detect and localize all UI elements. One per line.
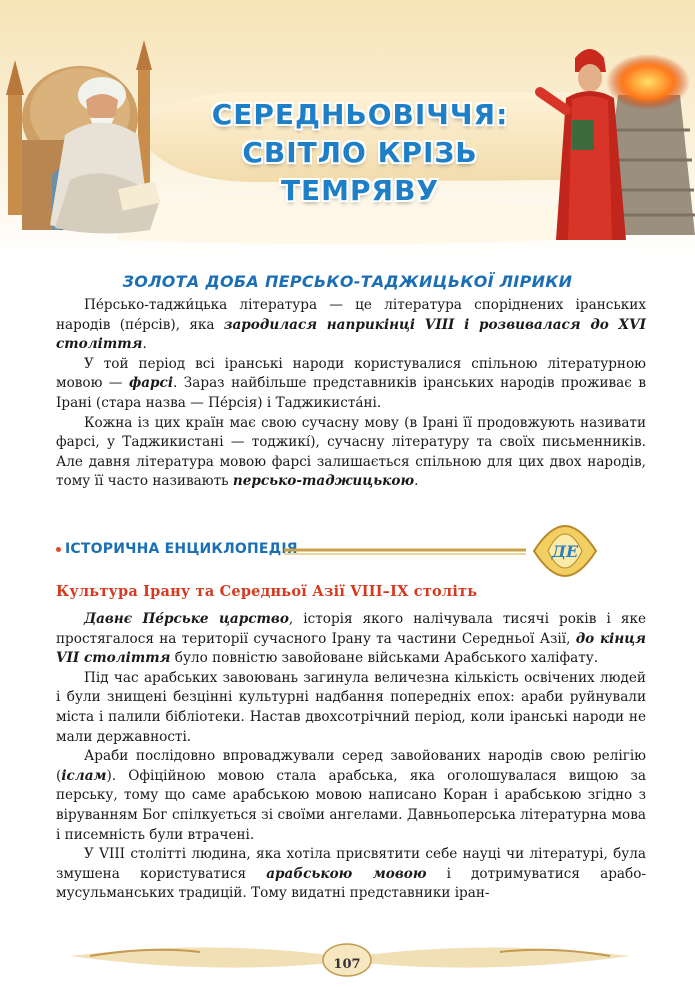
text-run: . [414,473,419,490]
paragraph [56,414,646,492]
paragraph [56,296,646,355]
text-run: і дотримуватися арабо-мусульманських традицій. Тому видатні представники іран- [56,865,647,902]
encyclopedia-bar [56,536,596,564]
emphasis-text: Давнє Пе́рське царство [84,611,289,627]
chapter-title [180,96,540,207]
section1-body [56,296,646,492]
encyclopedia-label-text: ІСТОРИЧНА ЕНЦИКЛОПЕДІЯ [65,541,298,557]
emphasis-text: арабською мовою [266,865,427,882]
paragraph [56,845,646,904]
emphasis-text: зародилася наприкінці VIII і розвивалася до XVI століття [56,316,646,353]
text-run: . [142,336,147,353]
emphasis-text: фарсі [128,375,173,392]
subsection-heading: Культура Ірану та Середньої Азії VIII–IX століть [56,583,478,600]
text-run: ). Офіційною мовою стала арабська, яка оголошувалася вищою за перську, тому що саме арабською мовою написано Коран і арабською згідно з віруванням Бог спілкується зі своїми ангелами. Давньоперська літературна мова і писемність були втрачені. [56,767,646,843]
header-banner [0,0,695,258]
text-run: було повністю завойоване військами Арабського халіфату. [170,650,599,667]
chapter-title-line-2: СВІТЛО КРІЗЬ ТЕМРЯВУ [242,136,478,207]
paragraph [56,669,646,747]
text-run: . Зараз найбільше представників іранських народів проживає в Ірані (стара назва — Пе́рсія) і Таджикиста́ні. [56,375,647,411]
page-number: 107 [333,957,361,972]
section2-body [56,610,646,904]
text-run: Пе́рсько-таджи́цька література — це література споріднених іранських народів (пе́рсів), яка [56,297,646,333]
emphasis-text: іслам [61,767,107,784]
chapter-title-line-1: СЕРЕДНЬОВІЧЧЯ: [211,98,509,131]
paragraph [56,747,646,845]
text-run: Араби послідовно впроваджували серед завойованих народів свою релігію ( [56,748,646,784]
decorative-rule [56,536,596,564]
emphasis-text: персько-таджицькою [232,473,415,490]
text-run: , історія якого налічувала тисячі років і яке простягалося на території сучасного Ірану та частини Середньої Азії, [56,611,646,647]
text-run: У VIII столітті людина, яка хотіла присвятити себе науці чи літературі, була змушена користуватися [56,846,646,882]
emphasis-text: до кінця VII століття [56,630,646,667]
text-run: Кожна із цих країн має свою сучасну мову (в Ірані її продовжують називати фарсі, у Таджикистані — тоджикі́), сучасну літературу та своїх письменників. Але давня література мовою фарсі залишається спільною для цих двох народів, тому її часто називають [56,414,646,490]
paragraph [56,610,646,669]
paragraph [56,355,646,414]
text-run: Під час арабських завоювань загинула величезна кількість освічених людей і були знищені безцінні культурні надбання попередніх епох: араби руйнували міста і палили бібліотеки. Настав двохсотрічний період, коли іранські народи не мали державності. [56,669,646,745]
encyclopedia-emblem-icon [530,522,600,580]
emblem-letters: ДЕ [551,542,579,561]
text-run: У той період всі іранські народи користувалися спільною літературною мовою — [56,355,646,392]
section-heading: ЗОЛОТА ДОБА ПЕРСЬКО-ТАДЖИЦЬКОЇ ЛІРИКИ [122,272,573,291]
